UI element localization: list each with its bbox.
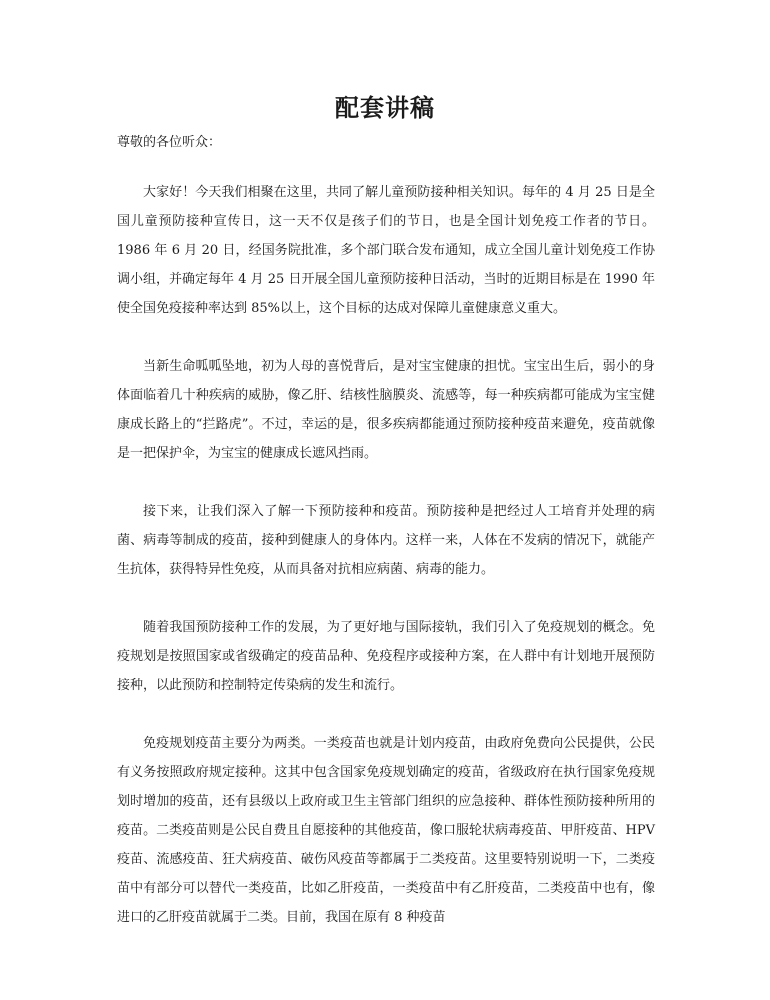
page-title: 配套讲稿	[335, 93, 435, 122]
paragraph-2: 当新生命呱呱坠地，初为人母的喜悦背后，是对宝宝健康的担忧。宝宝出生后，弱小的身体面临着几十种疾病的威胁，像乙肝、结核性脑膜炎、流感等，每一种疾病都可能成为宝宝健康成长路上的“拦路虎”。不过，幸运的是，很多疾病都能通过预防接种疫苗来避免，疫苗就像是一把保护伞，为宝宝的健康成长遮风挡雨。	[117, 359, 655, 461]
body-text	[117, 178, 655, 961]
paragraph-5: 免疫规划疫苗主要分为两类。一类疫苗也就是计划内疫苗，由政府免费向公民提供，公民有义务按照政府规定接种。这其中包含国家免疫规划确定的疫苗，省级政府在执行国家免疫规划时增加的疫苗，还有县级以上政府或卫生主管部门组织的应急接种、群体性预防接种所用的疫苗。二类疫苗则是公民自费且自愿接种的其他疫苗，像口服轮状病毒疫苗、甲肝疫苗、HPV 疫苗、流感疫苗、狂犬病疫苗、破伤风疫苗等都属于二类疫苗。这里要特别说明一下，二类疫苗中有部分可以替代一类疫苗，比如乙肝疫苗，一类疫苗中有乙肝疫苗，二类疫苗中也有，像进口的乙肝疫苗就属于二类。目前，我国在原有 8 种疫苗	[117, 736, 655, 925]
salutation: 尊敬的各位听众：	[117, 135, 222, 150]
paragraph-3: 接下来，让我们深入了解一下预防接种和疫苗。预防接种是把经过人工培育并处理的病菌、病毒等制成的疫苗，接种到健康人的身体内。这样一来，人体在不发病的情况下，就能产生抗体，获得特异性免疫，从而具备对抗相应病菌、病毒的能力。	[117, 504, 655, 577]
paragraph-4: 随着我国预防接种工作的发展，为了更好地与国际接轨，我们引入了免疫规划的概念。免疫规划是按照国家或省级确定的疫苗品种、免疫程序或接种方案，在人群中有计划地开展预防接种，以此预防和控制特定传染病的发生和流行。	[117, 620, 655, 693]
paragraph-1: 大家好！今天我们相聚在这里，共同了解儿童预防接种相关知识。每年的 4 月 25 日是全国儿童预防接种宣传日，这一天不仅是孩子们的节日，也是全国计划免疫工作者的节日。1986 年 6 月 20 日，经国务院批准，多个部门联合发布通知，成立全国儿童计划免疫工作协调小组，并确定每年 4 月 25 日开展全国儿童预防接种日活动，当时的近期目标是在 1990 年使全国免疫接种率达到 85%以上，这个目标的达成对保障儿童健康意义重大。	[117, 185, 655, 316]
